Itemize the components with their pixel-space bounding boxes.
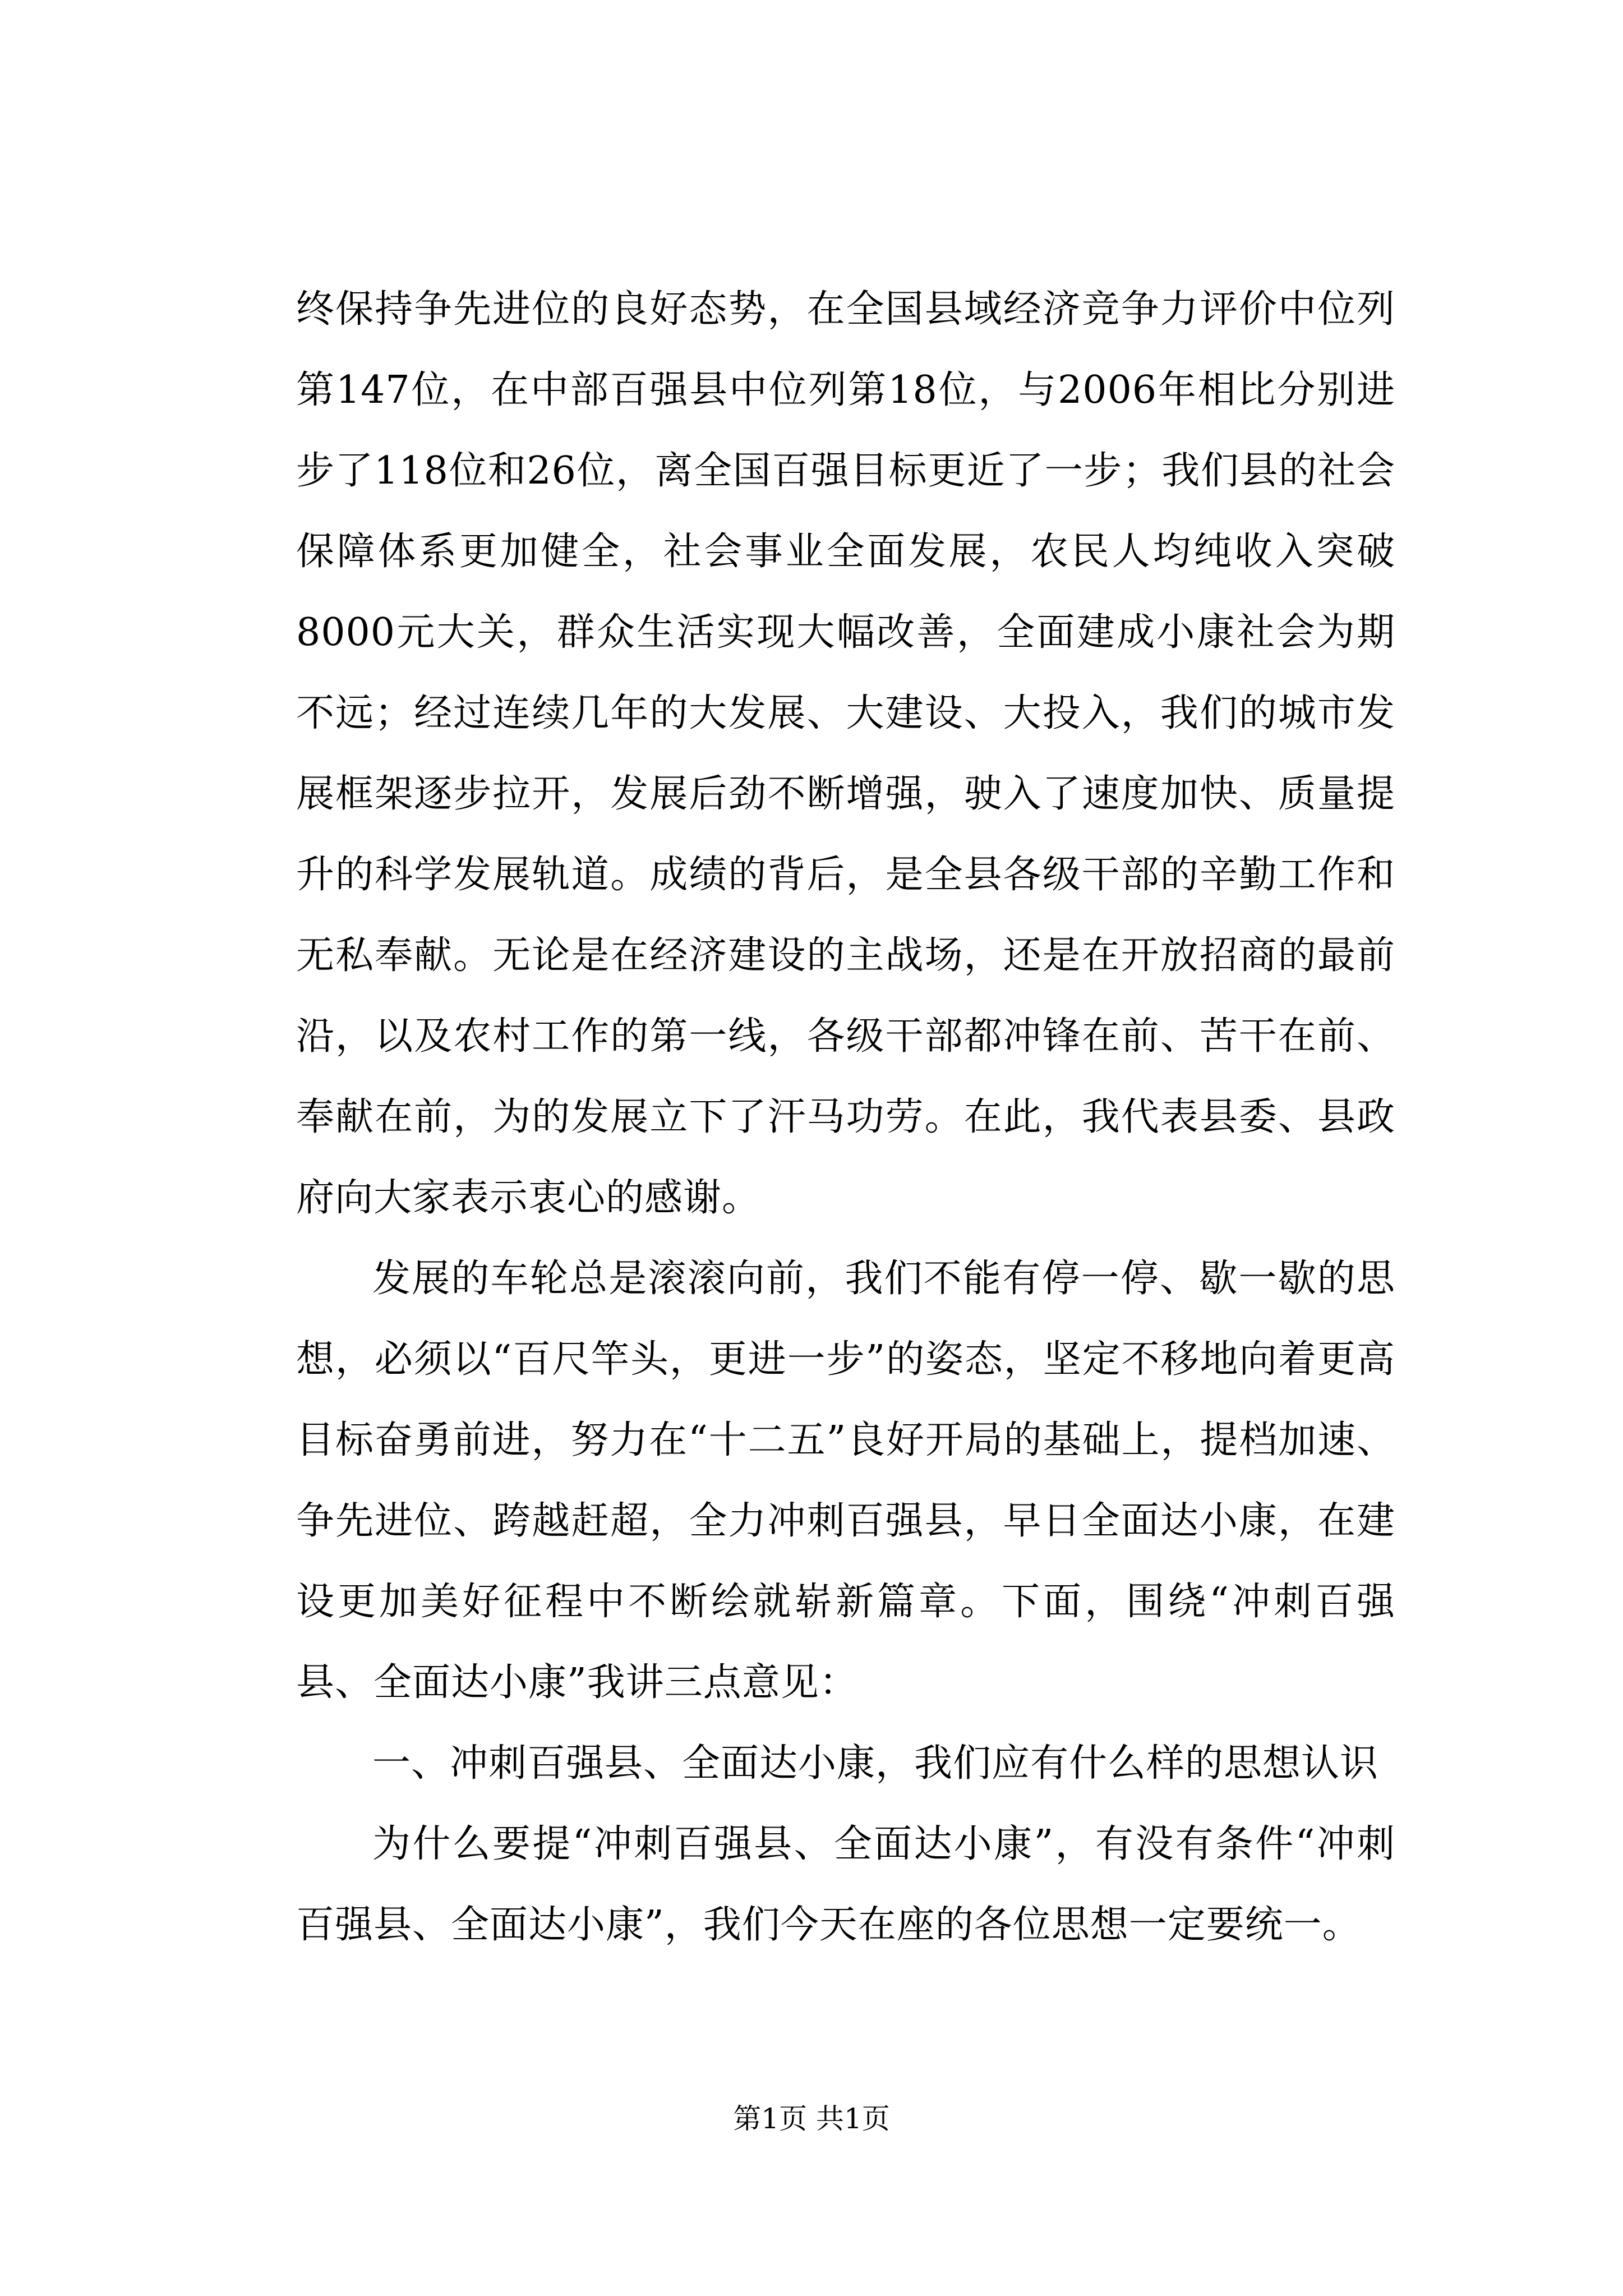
section-heading: 一、冲刺百强县、全面达小康，我们应有什么样的思想认识 (372, 1741, 1379, 1786)
page-footer: 第1页 共1页 (733, 2102, 890, 2135)
document-body (296, 269, 1395, 1966)
paragraph-1: 终保持争先进位的良好态势，在全国县域经济竞争力评价中位列第147位，在中部百强县中位列第18位，与2006年相比分别进步了118位和26位，离全国百强目标更近了一步；我们县的社会保障体系更加健全，社会事业全面发展，农民人均纯收入突破8000元大关，群众生活实现大幅改善，全面建成小康社会为期不远；经过连续几年的大发展、大建设、大投入，我们的城市发展框架逐步拉开，发展后劲不断增强，驶入了速度加快、质量提升的科学发展轨道。成绩的背后，是全县各级干部的辛勤工作和无私奉献。无论是在经济建设的主战场，还是在开放招商的最前沿，以及农村工作的第一线，各级干部都冲锋在前、苦干在前、奉献在前，为的发展立下了汗马功劳。在此，我代表县委、县政府向大家表示衷心的感谢。 (296, 287, 1395, 1220)
paragraph-2: 发展的车轮总是滚滚向前，我们不能有停一停、歇一歇的思想，必须以“百尺竿头，更进一步”的姿态，坚定不移地向着更高目标奋勇前进，努力在“十二五”良好开局的基础上，提档加速、争先进位、跨越赶超，全力冲刺百强县，早日全面达小康，在建设更加美好征程中不断绘就崭新篇章。下面，围绕“冲刺百强县、全面达小康”我讲三点意见： (296, 1257, 1395, 1705)
paragraph-3: 为什么要提“冲刺百强县、全面达小康”，有没有条件“冲刺百强县、全面达小康”，我们今天在座的各位思想一定要统一。 (296, 1822, 1395, 1947)
